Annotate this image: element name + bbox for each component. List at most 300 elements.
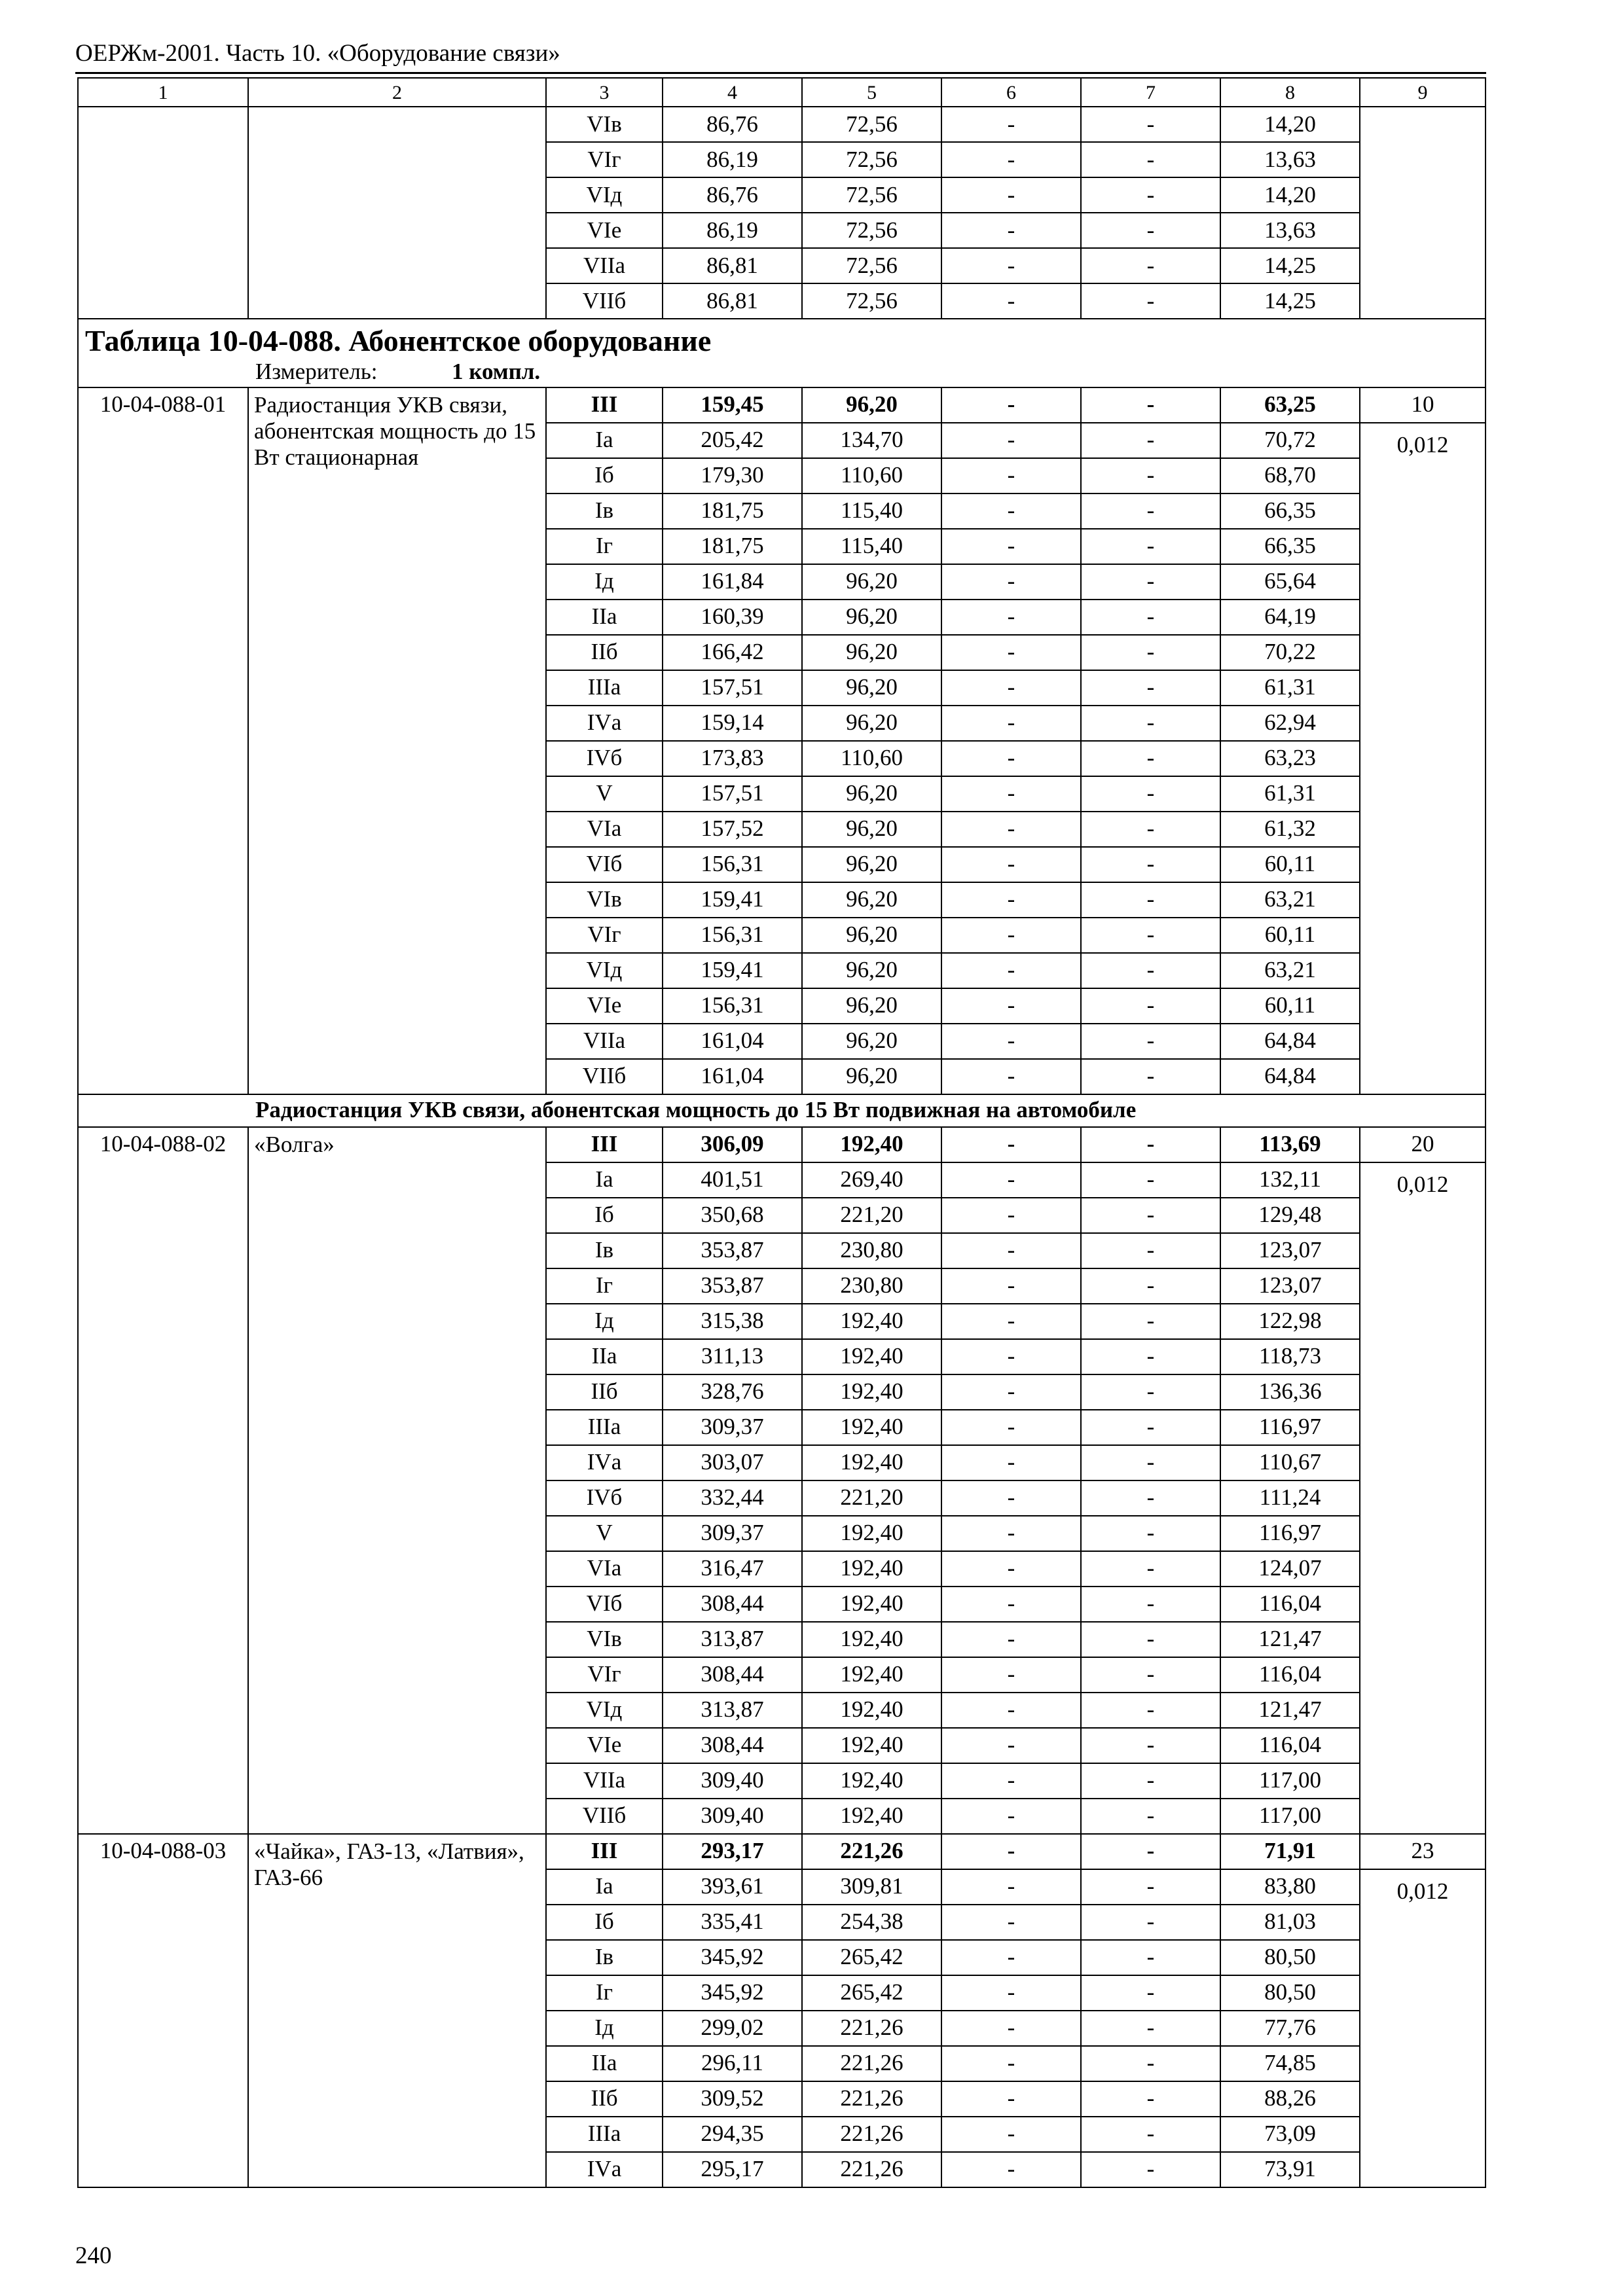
value-cell: 313,87 bbox=[663, 1622, 802, 1657]
labor-cell: 20 bbox=[1360, 1127, 1486, 1162]
value-cell: 315,38 bbox=[663, 1304, 802, 1339]
value-cell: 96,20 bbox=[802, 988, 941, 1024]
zone-cell: Iд bbox=[546, 2011, 663, 2046]
value-cell: 96,20 bbox=[802, 882, 941, 918]
value-cell: 159,45 bbox=[663, 387, 802, 423]
value-cell: - bbox=[941, 2081, 1081, 2117]
value-cell: 65,64 bbox=[1220, 564, 1360, 600]
value-cell: - bbox=[941, 1869, 1081, 1905]
value-cell: 72,56 bbox=[802, 283, 941, 319]
value-cell: - bbox=[1081, 847, 1220, 882]
zone-cell: Iб bbox=[546, 1905, 663, 1940]
column-number: 6 bbox=[941, 78, 1081, 107]
value-cell: - bbox=[941, 1587, 1081, 1622]
zone-cell: IVа bbox=[546, 706, 663, 741]
section-heading: Радиостанция УКВ связи, абонентская мощность до 15 Вт подвижная на автомобиле bbox=[78, 1094, 1486, 1127]
value-cell: 96,20 bbox=[802, 953, 941, 988]
value-cell: 60,11 bbox=[1220, 918, 1360, 953]
value-cell: 96,20 bbox=[802, 706, 941, 741]
machine-cell: 0,012 bbox=[1360, 1162, 1486, 1834]
value-cell: 124,07 bbox=[1220, 1551, 1360, 1587]
value-cell: 134,70 bbox=[802, 423, 941, 458]
value-cell: 192,40 bbox=[802, 1763, 941, 1799]
value-cell: - bbox=[1081, 2011, 1220, 2046]
value-cell: 221,20 bbox=[802, 1198, 941, 1233]
zone-cell: Iв bbox=[546, 1940, 663, 1975]
value-cell: - bbox=[941, 458, 1081, 493]
value-cell: 293,17 bbox=[663, 1834, 802, 1869]
value-cell: - bbox=[1081, 1834, 1220, 1869]
value-cell: 64,19 bbox=[1220, 600, 1360, 635]
value-cell: 63,23 bbox=[1220, 741, 1360, 776]
value-cell: 353,87 bbox=[663, 1268, 802, 1304]
value-cell: - bbox=[941, 423, 1081, 458]
zone-cell: IIIа bbox=[546, 1410, 663, 1445]
value-cell: 14,25 bbox=[1220, 283, 1360, 319]
value-cell: - bbox=[1081, 882, 1220, 918]
value-cell: 121,47 bbox=[1220, 1693, 1360, 1728]
value-cell: - bbox=[941, 635, 1081, 670]
value-cell: 332,44 bbox=[663, 1480, 802, 1516]
table-title-row bbox=[78, 319, 1486, 358]
value-cell: 72,56 bbox=[802, 142, 941, 177]
value-cell: 173,83 bbox=[663, 741, 802, 776]
value-cell: 13,63 bbox=[1220, 142, 1360, 177]
value-cell: - bbox=[1081, 283, 1220, 319]
value-cell: - bbox=[941, 1693, 1081, 1728]
value-cell: 192,40 bbox=[802, 1551, 941, 1587]
value-cell: 63,21 bbox=[1220, 953, 1360, 988]
value-cell: 221,26 bbox=[802, 1834, 941, 1869]
zone-cell: Iа bbox=[546, 423, 663, 458]
measure-row bbox=[78, 358, 1486, 387]
running-header: ОЕРЖм-2001. Часть 10. «Оборудование связи» bbox=[75, 40, 560, 67]
value-cell: - bbox=[941, 1304, 1081, 1339]
description-cell: Радиостанция УКВ связи, абонентская мощность до 15 Вт стационарная bbox=[248, 387, 546, 1094]
value-cell: 350,68 bbox=[663, 1198, 802, 1233]
value-cell: 306,09 bbox=[663, 1127, 802, 1162]
value-cell: 205,42 bbox=[663, 423, 802, 458]
value-cell: - bbox=[941, 1516, 1081, 1551]
zone-cell: Iб bbox=[546, 458, 663, 493]
code-cell: 10-04-088-03 bbox=[78, 1834, 248, 2187]
value-cell: - bbox=[1081, 1059, 1220, 1094]
value-cell: 179,30 bbox=[663, 458, 802, 493]
value-cell: - bbox=[1081, 706, 1220, 741]
value-cell: 61,31 bbox=[1220, 776, 1360, 812]
value-cell: 157,51 bbox=[663, 776, 802, 812]
value-cell: 121,47 bbox=[1220, 1622, 1360, 1657]
zone-cell: VIг bbox=[546, 142, 663, 177]
value-cell: - bbox=[941, 1268, 1081, 1304]
value-cell: 181,75 bbox=[663, 493, 802, 529]
value-cell: 303,07 bbox=[663, 1445, 802, 1480]
zone-cell: VIа bbox=[546, 1551, 663, 1587]
resource-cell bbox=[1360, 107, 1486, 319]
value-cell: 110,60 bbox=[802, 741, 941, 776]
value-cell: - bbox=[1081, 1304, 1220, 1339]
description-cell: «Чайка», ГАЗ-13, «Латвия», ГАЗ-66 bbox=[248, 1834, 546, 2187]
zone-cell: IIа bbox=[546, 600, 663, 635]
value-cell: - bbox=[1081, 1127, 1220, 1162]
value-cell: - bbox=[941, 670, 1081, 706]
value-cell: 311,13 bbox=[663, 1339, 802, 1374]
value-cell: - bbox=[1081, 1480, 1220, 1516]
value-cell: 63,25 bbox=[1220, 387, 1360, 423]
value-cell: 181,75 bbox=[663, 529, 802, 564]
value-cell: - bbox=[1081, 1693, 1220, 1728]
value-cell: 294,35 bbox=[663, 2117, 802, 2152]
labor-cell: 10 bbox=[1360, 387, 1486, 423]
value-cell: 221,26 bbox=[802, 2011, 941, 2046]
value-cell: 66,35 bbox=[1220, 493, 1360, 529]
rates-table bbox=[77, 77, 1486, 2188]
value-cell: - bbox=[1081, 493, 1220, 529]
value-cell: - bbox=[1081, 953, 1220, 988]
value-cell: - bbox=[1081, 458, 1220, 493]
value-cell: 111,24 bbox=[1220, 1480, 1360, 1516]
value-cell: 96,20 bbox=[802, 918, 941, 953]
value-cell: 192,40 bbox=[802, 1127, 941, 1162]
zone-cell: Iг bbox=[546, 529, 663, 564]
zone-cell: VIIа bbox=[546, 1024, 663, 1059]
value-cell: - bbox=[941, 493, 1081, 529]
value-cell: 73,09 bbox=[1220, 2117, 1360, 2152]
zone-cell: VIIа bbox=[546, 248, 663, 283]
value-cell: 157,51 bbox=[663, 670, 802, 706]
value-cell: 269,40 bbox=[802, 1162, 941, 1198]
value-cell: - bbox=[941, 600, 1081, 635]
value-cell: - bbox=[941, 1410, 1081, 1445]
value-cell: 86,81 bbox=[663, 283, 802, 319]
value-cell: 353,87 bbox=[663, 1233, 802, 1268]
zone-cell: VIв bbox=[546, 107, 663, 142]
value-cell: - bbox=[1081, 776, 1220, 812]
value-cell: 157,52 bbox=[663, 812, 802, 847]
value-cell: 61,32 bbox=[1220, 812, 1360, 847]
value-cell: 116,04 bbox=[1220, 1587, 1360, 1622]
value-cell: 159,14 bbox=[663, 706, 802, 741]
value-cell: - bbox=[941, 1445, 1081, 1480]
zone-cell: Iг bbox=[546, 1975, 663, 2011]
zone-cell: IVб bbox=[546, 741, 663, 776]
value-cell: - bbox=[941, 142, 1081, 177]
value-cell: - bbox=[941, 248, 1081, 283]
zone-cell: VIе bbox=[546, 213, 663, 248]
value-cell: - bbox=[1081, 1587, 1220, 1622]
value-cell: 309,52 bbox=[663, 2081, 802, 2117]
value-cell: 192,40 bbox=[802, 1516, 941, 1551]
value-cell: 60,11 bbox=[1220, 847, 1360, 882]
zone-cell: Iа bbox=[546, 1869, 663, 1905]
value-cell: 72,56 bbox=[802, 177, 941, 213]
zone-cell: Iд bbox=[546, 564, 663, 600]
value-cell: - bbox=[941, 1339, 1081, 1374]
zone-cell: VIIб bbox=[546, 1059, 663, 1094]
value-cell: 296,11 bbox=[663, 2046, 802, 2081]
value-cell: 96,20 bbox=[802, 1024, 941, 1059]
value-cell: - bbox=[941, 1480, 1081, 1516]
value-cell: 14,20 bbox=[1220, 107, 1360, 142]
zone-cell: VIг bbox=[546, 918, 663, 953]
zone-cell: III bbox=[546, 1834, 663, 1869]
zone-cell: Iб bbox=[546, 1198, 663, 1233]
value-cell: 192,40 bbox=[802, 1339, 941, 1374]
value-cell: 73,91 bbox=[1220, 2152, 1360, 2187]
value-cell: 192,40 bbox=[802, 1799, 941, 1834]
value-cell: 123,07 bbox=[1220, 1233, 1360, 1268]
value-cell: 86,19 bbox=[663, 213, 802, 248]
column-number: 3 bbox=[546, 78, 663, 107]
value-cell: 156,31 bbox=[663, 918, 802, 953]
description-cell bbox=[248, 107, 546, 319]
measure-value: 1 компл. bbox=[452, 359, 541, 385]
value-cell: - bbox=[1081, 213, 1220, 248]
table-row bbox=[78, 387, 1486, 423]
value-cell: - bbox=[1081, 423, 1220, 458]
value-cell: - bbox=[941, 953, 1081, 988]
value-cell: 96,20 bbox=[802, 387, 941, 423]
description-cell: «Волга» bbox=[248, 1127, 546, 1834]
machine-cell: 0,012 bbox=[1360, 1869, 1486, 2187]
value-cell: - bbox=[941, 1905, 1081, 1940]
value-cell: - bbox=[941, 387, 1081, 423]
value-cell: - bbox=[1081, 1657, 1220, 1693]
value-cell: - bbox=[941, 1834, 1081, 1869]
page-number: 240 bbox=[75, 2242, 112, 2269]
value-cell: 123,07 bbox=[1220, 1268, 1360, 1304]
value-cell: - bbox=[941, 1657, 1081, 1693]
zone-cell: VIе bbox=[546, 988, 663, 1024]
value-cell: - bbox=[1081, 918, 1220, 953]
zone-cell: IIа bbox=[546, 1339, 663, 1374]
value-cell: - bbox=[941, 1374, 1081, 1410]
value-cell: 161,04 bbox=[663, 1059, 802, 1094]
value-cell: - bbox=[1081, 2117, 1220, 2152]
zone-cell: VIд bbox=[546, 1693, 663, 1728]
value-cell: 77,76 bbox=[1220, 2011, 1360, 2046]
value-cell: - bbox=[1081, 1975, 1220, 2011]
value-cell: 295,17 bbox=[663, 2152, 802, 2187]
value-cell: - bbox=[941, 177, 1081, 213]
value-cell: 118,73 bbox=[1220, 1339, 1360, 1374]
code-cell bbox=[78, 107, 248, 319]
value-cell: 13,63 bbox=[1220, 213, 1360, 248]
zone-cell: VIIа bbox=[546, 1763, 663, 1799]
value-cell: - bbox=[1081, 1516, 1220, 1551]
value-cell: - bbox=[1081, 2046, 1220, 2081]
value-cell: - bbox=[941, 1162, 1081, 1198]
value-cell: - bbox=[1081, 600, 1220, 635]
value-cell: 64,84 bbox=[1220, 1024, 1360, 1059]
value-cell: - bbox=[941, 847, 1081, 882]
value-cell: 115,40 bbox=[802, 493, 941, 529]
value-cell: 192,40 bbox=[802, 1410, 941, 1445]
value-cell: 192,40 bbox=[802, 1304, 941, 1339]
value-cell: - bbox=[1081, 1869, 1220, 1905]
value-cell: - bbox=[941, 1975, 1081, 2011]
value-cell: - bbox=[941, 1198, 1081, 1233]
zone-cell: VIв bbox=[546, 882, 663, 918]
value-cell: 308,44 bbox=[663, 1728, 802, 1763]
zone-cell: Iа bbox=[546, 1162, 663, 1198]
value-cell: - bbox=[941, 1233, 1081, 1268]
value-cell: 117,00 bbox=[1220, 1799, 1360, 1834]
value-cell: 96,20 bbox=[802, 635, 941, 670]
value-cell: - bbox=[1081, 2152, 1220, 2187]
value-cell: 393,61 bbox=[663, 1869, 802, 1905]
zone-cell: Iв bbox=[546, 493, 663, 529]
value-cell: 110,67 bbox=[1220, 1445, 1360, 1480]
value-cell: - bbox=[941, 1940, 1081, 1975]
value-cell: - bbox=[941, 1059, 1081, 1094]
zone-cell: IIб bbox=[546, 635, 663, 670]
value-cell: 116,97 bbox=[1220, 1410, 1360, 1445]
section-heading-row bbox=[78, 1094, 1486, 1127]
value-cell: - bbox=[941, 1799, 1081, 1834]
value-cell: 159,41 bbox=[663, 882, 802, 918]
value-cell: 335,41 bbox=[663, 1905, 802, 1940]
value-cell: 80,50 bbox=[1220, 1940, 1360, 1975]
value-cell: - bbox=[941, 2117, 1081, 2152]
labor-cell: 23 bbox=[1360, 1834, 1486, 1869]
zone-cell: V bbox=[546, 1516, 663, 1551]
value-cell: 66,35 bbox=[1220, 529, 1360, 564]
column-number: 9 bbox=[1360, 78, 1486, 107]
value-cell: 192,40 bbox=[802, 1693, 941, 1728]
value-cell: - bbox=[1081, 635, 1220, 670]
value-cell: - bbox=[941, 213, 1081, 248]
value-cell: 72,56 bbox=[802, 248, 941, 283]
value-cell: 72,56 bbox=[802, 213, 941, 248]
value-cell: 308,44 bbox=[663, 1587, 802, 1622]
value-cell: - bbox=[941, 2152, 1081, 2187]
value-cell: 88,26 bbox=[1220, 2081, 1360, 2117]
table-row bbox=[78, 1127, 1486, 1162]
zone-cell: VIд bbox=[546, 953, 663, 988]
value-cell: - bbox=[1081, 564, 1220, 600]
value-cell: - bbox=[1081, 1445, 1220, 1480]
value-cell: 86,19 bbox=[663, 142, 802, 177]
code-cell: 10-04-088-02 bbox=[78, 1127, 248, 1834]
value-cell: 72,56 bbox=[802, 107, 941, 142]
value-cell: - bbox=[1081, 1940, 1220, 1975]
column-number: 4 bbox=[663, 78, 802, 107]
value-cell: 161,84 bbox=[663, 564, 802, 600]
value-cell: - bbox=[1081, 1622, 1220, 1657]
value-cell: - bbox=[1081, 1799, 1220, 1834]
value-cell: 309,37 bbox=[663, 1516, 802, 1551]
value-cell: 96,20 bbox=[802, 847, 941, 882]
value-cell: - bbox=[941, 529, 1081, 564]
value-cell: - bbox=[1081, 741, 1220, 776]
value-cell: 159,41 bbox=[663, 953, 802, 988]
zone-cell: IIб bbox=[546, 1374, 663, 1410]
value-cell: - bbox=[1081, 988, 1220, 1024]
value-cell: - bbox=[941, 1622, 1081, 1657]
column-number: 7 bbox=[1081, 78, 1220, 107]
zone-cell: IIа bbox=[546, 2046, 663, 2081]
column-number: 8 bbox=[1220, 78, 1360, 107]
zone-cell: VIIб bbox=[546, 283, 663, 319]
value-cell: 96,20 bbox=[802, 600, 941, 635]
table-row bbox=[78, 1834, 1486, 1869]
value-cell: 156,31 bbox=[663, 988, 802, 1024]
value-cell: 74,85 bbox=[1220, 2046, 1360, 2081]
measure-label: Измеритель: bbox=[255, 359, 378, 385]
value-cell: - bbox=[1081, 529, 1220, 564]
value-cell: - bbox=[1081, 1198, 1220, 1233]
zone-cell: VIа bbox=[546, 812, 663, 847]
value-cell: - bbox=[1081, 107, 1220, 142]
value-cell: - bbox=[1081, 177, 1220, 213]
value-cell: 129,48 bbox=[1220, 1198, 1360, 1233]
value-cell: 265,42 bbox=[802, 1940, 941, 1975]
code-cell: 10-04-088-01 bbox=[78, 387, 248, 1094]
value-cell: 308,44 bbox=[663, 1657, 802, 1693]
zone-cell: III bbox=[546, 387, 663, 423]
value-cell: 86,76 bbox=[663, 107, 802, 142]
header-rule bbox=[75, 72, 1486, 74]
value-cell: - bbox=[941, 1728, 1081, 1763]
zone-cell: VIб bbox=[546, 1587, 663, 1622]
value-cell: 313,87 bbox=[663, 1693, 802, 1728]
value-cell: - bbox=[941, 918, 1081, 953]
zone-cell: V bbox=[546, 776, 663, 812]
zone-cell: III bbox=[546, 1127, 663, 1162]
zone-cell: Iг bbox=[546, 1268, 663, 1304]
value-cell: 132,11 bbox=[1220, 1162, 1360, 1198]
zone-cell: VIг bbox=[546, 1657, 663, 1693]
table-title: Таблица 10-04-088. Абонентское оборудование bbox=[85, 324, 712, 357]
value-cell: - bbox=[941, 882, 1081, 918]
column-number: 2 bbox=[248, 78, 546, 107]
value-cell: 115,40 bbox=[802, 529, 941, 564]
zone-cell: VIд bbox=[546, 177, 663, 213]
value-cell: - bbox=[1081, 1551, 1220, 1587]
value-cell: 221,26 bbox=[802, 2046, 941, 2081]
value-cell: 192,40 bbox=[802, 1445, 941, 1480]
value-cell: 161,04 bbox=[663, 1024, 802, 1059]
value-cell: 96,20 bbox=[802, 812, 941, 847]
value-cell: - bbox=[1081, 1905, 1220, 1940]
value-cell: 309,40 bbox=[663, 1763, 802, 1799]
value-cell: - bbox=[941, 1763, 1081, 1799]
zone-cell: VIб bbox=[546, 847, 663, 882]
value-cell: 62,94 bbox=[1220, 706, 1360, 741]
zone-cell: IIIа bbox=[546, 2117, 663, 2152]
value-cell: 136,36 bbox=[1220, 1374, 1360, 1410]
value-cell: 316,47 bbox=[663, 1551, 802, 1587]
value-cell: - bbox=[941, 283, 1081, 319]
value-cell: 309,40 bbox=[663, 1799, 802, 1834]
value-cell: - bbox=[941, 812, 1081, 847]
value-cell: 64,84 bbox=[1220, 1059, 1360, 1094]
value-cell: 254,38 bbox=[802, 1905, 941, 1940]
value-cell: 265,42 bbox=[802, 1975, 941, 2011]
value-cell: 116,97 bbox=[1220, 1516, 1360, 1551]
value-cell: 192,40 bbox=[802, 1622, 941, 1657]
value-cell: - bbox=[1081, 1024, 1220, 1059]
zone-cell: IVа bbox=[546, 1445, 663, 1480]
value-cell: 221,26 bbox=[802, 2152, 941, 2187]
value-cell: 192,40 bbox=[802, 1728, 941, 1763]
value-cell: - bbox=[941, 1127, 1081, 1162]
value-cell: 81,03 bbox=[1220, 1905, 1360, 1940]
value-cell: - bbox=[1081, 1410, 1220, 1445]
value-cell: 328,76 bbox=[663, 1374, 802, 1410]
value-cell: 309,81 bbox=[802, 1869, 941, 1905]
